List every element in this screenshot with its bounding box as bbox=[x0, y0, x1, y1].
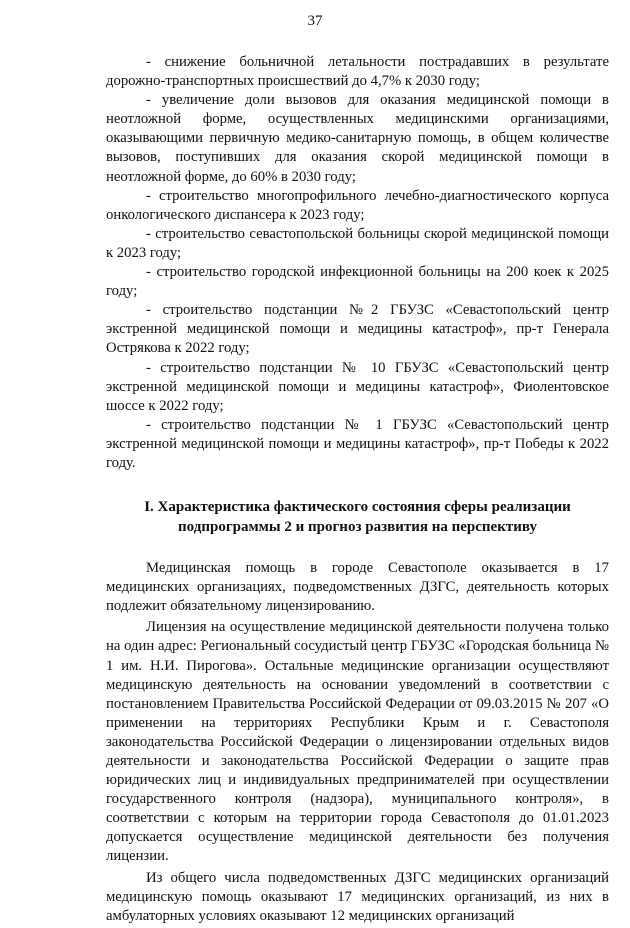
list-item-emergency-hospital: - строительство севастопольской больницы скорой медицинской помощи к 2023 году; bbox=[106, 225, 609, 261]
list-item-infectious-hospital: - строительство городской инфекционной больницы на 200 коек к 2025 году; bbox=[106, 264, 609, 300]
paragraph-outpatient: Из общего числа подведомственных ДЗГС медицинских организаций медицинскую помощь оказывают 17 медицинских организаций, из них в амбулаторных условиях оказывают 12 медицинских организаций bbox=[106, 869, 609, 924]
page-number: 37 bbox=[307, 13, 323, 29]
section-heading bbox=[106, 497, 609, 537]
list-item-substation-10: - строительство подстанции № 10 ГБУЗС «Севастопольский центр экстренной медицинской помощи и медицины катастроф», Фиолентовское шоссе к 2022 году; bbox=[106, 359, 609, 414]
list-item-oncology-building: - строительство многопрофильного лечебно-диагностического корпуса онкологического диспансера к 2023 году; bbox=[106, 187, 609, 223]
paragraph-licensing: Лицензия на осуществление медицинской деятельности получена только на один адрес: Региональный сосудистый центр ГБУЗС «Городская больница № 1 им. Н.И. Пирогова». Остальные медицинские организации осуществляют медицинскую деятельность на основании уведомлений в соответствии с постановлением Правительства Российской Федерации от 09.03.2015 № 207 «О применении на территориях Республики Крым и г. Севастополя законодательства Российской Федерации о лицензировании отдельных видов деятельности и законодательства Российской Федерации о защите прав юридических лиц и индивидуальных предпринимателей при осуществлении государственного контроля (надзора), муниципального контроля», в соответствии с которым на территории города Севастополя до 01.01.2023 допускается осуществление медицинской деятельности без получения лицензии. bbox=[106, 619, 609, 865]
section-heading-line-2: подпрограммы 2 и прогноз развития на перспективу bbox=[178, 519, 537, 536]
section-heading-line-1: I. Характеристика фактического состояния сферы реализации bbox=[144, 499, 571, 516]
list-item-mortality-reduction: - снижение больничной летальности пострадавших в результате дорожно-транспортных происшествий до 4,7% к 2030 году; bbox=[106, 54, 609, 90]
list-item-substation-2: - строительство подстанции №2 ГБУЗС «Севастопольский центр экстренной медицинской помощи и медицины катастроф», пр-т Генерала Острякова к 2022 году; bbox=[106, 302, 609, 357]
list-item-urgent-care-share: - увеличение доли вызовов для оказания медицинской помощи в неотложной форме, осуществленных медицинскими организациями, оказывающими первичную медико-санитарную помощь, в общем количестве вызовов, поступивших для оказания скорой медицинской помощи в неотложной форме, до 60% в 2030 году; bbox=[106, 92, 609, 185]
list-item-substation-1: - строительство подстанции № 1 ГБУЗС «Севастопольский центр экстренной медицинской помощи и медицины катастроф», пр-т Победы к 2022 году. bbox=[106, 416, 609, 471]
document-body bbox=[106, 53, 609, 928]
paragraph-organizations: Медицинская помощь в городе Севастополе оказывается в 17 медицинских организациях, подведомственных ДЗГС, деятельность которых подлежит обязательному лицензированию. bbox=[106, 560, 609, 615]
